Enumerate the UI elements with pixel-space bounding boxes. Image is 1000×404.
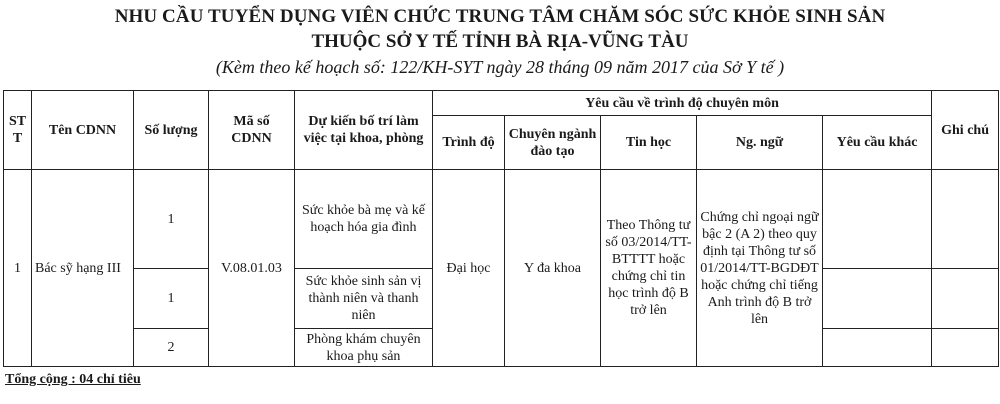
header-tin-hoc: Tin học xyxy=(601,116,697,170)
total-line: Tổng cộng : 04 chỉ tiêu xyxy=(5,372,141,387)
cell-ghi-chu-3 xyxy=(932,329,999,367)
cell-yeu-cau-khac-2 xyxy=(823,269,932,329)
header-ten-cdnn: Tên CDNN xyxy=(32,91,134,170)
header-ngoai-ngu: Ng. ngữ xyxy=(697,116,823,170)
header-stt: ST T xyxy=(4,91,32,170)
header-yeu-cau-khac: Yêu cầu khác xyxy=(823,116,932,170)
cell-chuyen-nganh: Y đa khoa xyxy=(505,170,601,367)
title-line-1: NHU CẦU TUYỂN DỤNG VIÊN CHỨC TRUNG TÂM CHĂM SÓC SỨC KHỎE SINH SẢN xyxy=(114,6,886,27)
cell-ghi-chu-1 xyxy=(932,170,999,269)
cell-ngoai-ngu: Chứng chỉ ngoại ngữ bậc 2 (A 2) theo quy định tại Thông tư số 01/2014/TT-BGDĐT hoặc chứng chỉ tiếng Anh trình độ B trở lên xyxy=(697,170,823,367)
header-so-luong: Số lượng xyxy=(134,91,209,170)
cell-so-luong-2: 1 xyxy=(134,269,209,329)
cell-ten-cdnn: Bác sỹ hạng III xyxy=(32,170,134,367)
cell-trinh-do: Đại học xyxy=(433,170,505,367)
cell-stt: 1 xyxy=(4,170,32,367)
cell-khoa-1: Sức khỏe bà mẹ và kế hoạch hóa gia đình xyxy=(295,170,433,269)
title-line-2: THUỘC SỞ Y TẾ TỈNH BÀ RỊA-VŨNG TÀU xyxy=(311,31,689,52)
cell-so-luong-1: 1 xyxy=(134,170,209,269)
cell-yeu-cau-khac-3 xyxy=(823,329,932,367)
cell-ghi-chu-2 xyxy=(932,269,999,329)
cell-khoa-2: Sức khỏe sinh sản vị thành niên và thanh niên xyxy=(295,269,433,329)
header-ghi-chu: Ghi chú xyxy=(932,91,999,170)
cell-so-luong-3: 2 xyxy=(134,329,209,367)
cell-ma-so: V.08.01.03 xyxy=(209,170,295,367)
header-yeu-cau-group: Yêu cầu về trình độ chuyên môn xyxy=(433,91,932,116)
recruitment-table xyxy=(3,90,999,367)
subtitle: (Kèm theo kế hoạch số: 122/KH-SYT ngày 28 tháng 09 năm 2017 của Sở Y tế ) xyxy=(215,57,785,77)
cell-yeu-cau-khac-1 xyxy=(823,170,932,269)
cell-khoa-3: Phòng khám chuyên khoa phụ sản xyxy=(295,329,433,367)
header-ma-so: Mã số CDNN xyxy=(209,91,295,170)
cell-tin-hoc: Theo Thông tư số 03/2014/TT-BTTTT hoặc chứng chỉ tin học trình độ B trở lên xyxy=(601,170,697,367)
header-chuyen-nganh: Chuyên ngành đào tạo xyxy=(505,116,601,170)
header-du-kien: Dự kiến bố trí làm việc tại khoa, phòng xyxy=(295,91,433,170)
header-trinh-do: Trình độ xyxy=(433,116,505,170)
